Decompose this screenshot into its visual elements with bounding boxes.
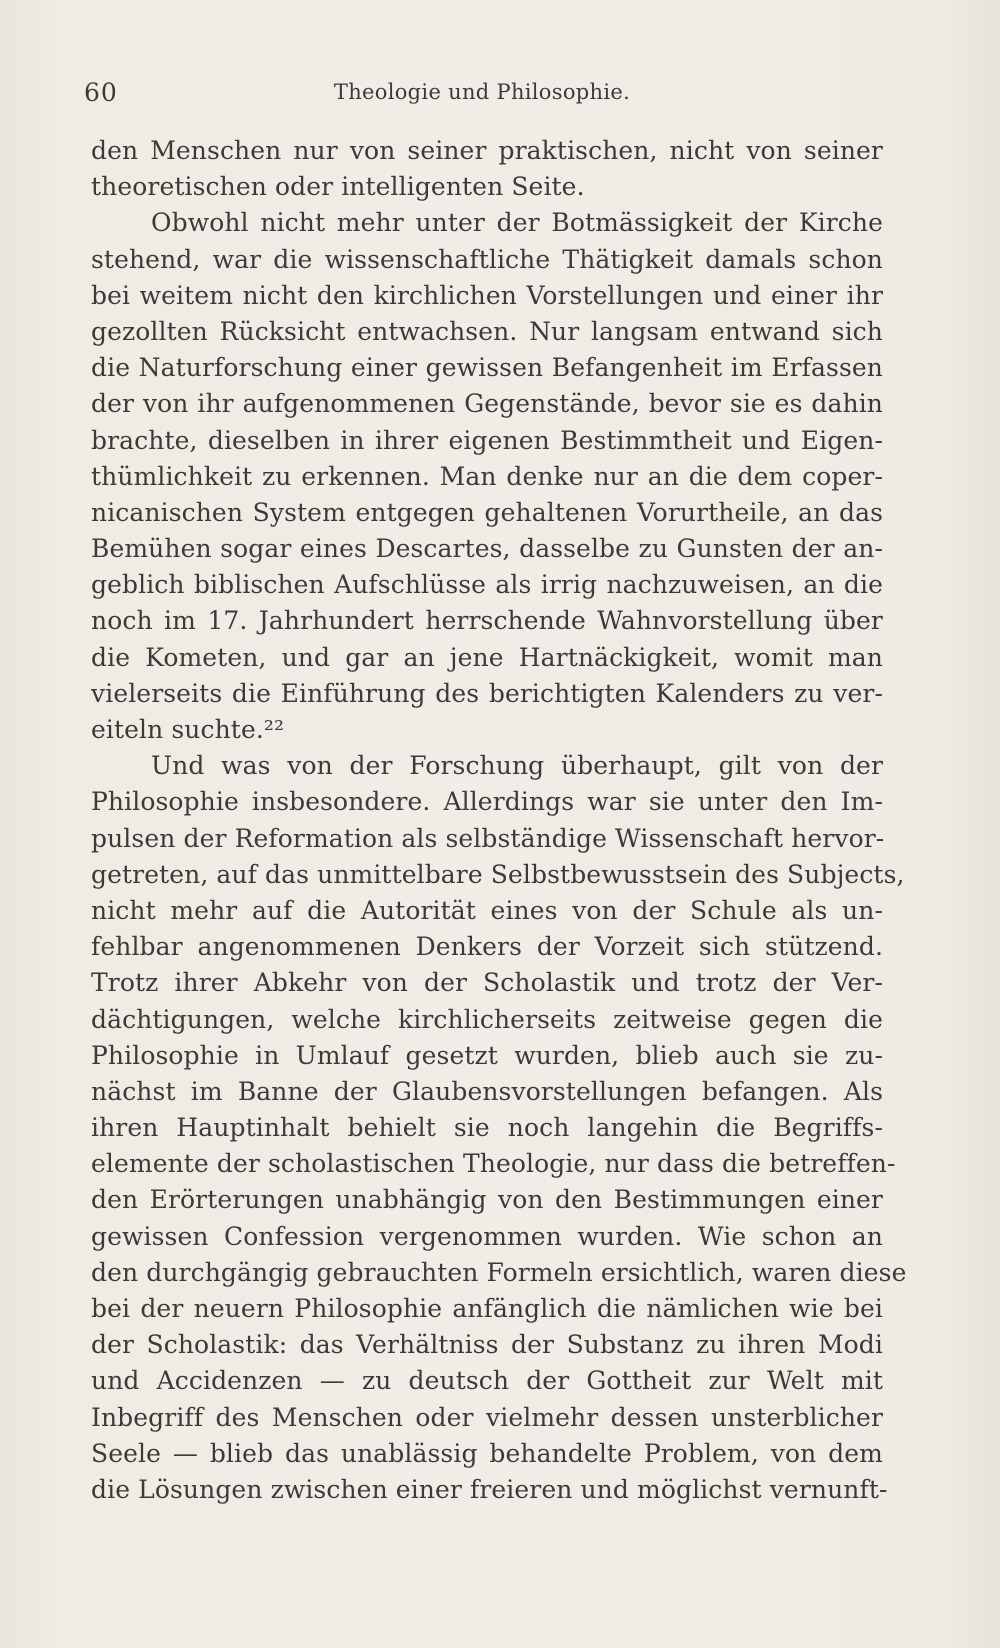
text-line: fehlbar angenommenen Denkers der Vorzeit sich stützend.: [91, 932, 883, 962]
text-line: Seele — blieb das unablässig behandelte Problem, von dem: [91, 1438, 883, 1468]
text-line: eiteln suchte.²²: [91, 715, 285, 744]
text-line: theoretischen oder intelligenten Seite.: [91, 172, 585, 202]
text-line: Obwohl nicht mehr unter der Botmässigkeit der Kirche: [151, 208, 883, 238]
text-line: Und was von der Forschung überhaupt, gilt von der: [151, 751, 883, 781]
text-line: den durchgängig gebrauchten Formeln ersichtlich, waren diese: [91, 1257, 907, 1287]
text-line: vielerseits die Einführung des berichtigten Kalenders zu ver-: [91, 678, 883, 708]
text-line: bei weitem nicht den kirchlichen Vorstellungen und einer ihr: [91, 280, 883, 310]
text-line: nicht mehr auf die Autorität eines von der Schule als un-: [91, 895, 883, 925]
text-line: Bemühen sogar eines Descartes, dasselbe zu Gunsten der an-: [91, 534, 883, 564]
text-line: thümlichkeit zu erkennen. Man denke nur an die dem coper-: [91, 461, 883, 491]
text-line: den Erörterungen unabhängig von den Bestimmungen einer: [91, 1185, 883, 1215]
text-line: brachte, dieselben in ihrer eigenen Bestimmtheit und Eigen-: [91, 425, 883, 455]
text-line: getreten, auf das unmittelbare Selbstbewusstsein des Subjects,: [91, 859, 905, 889]
text-line: der Scholastik: das Verhältniss der Substanz zu ihren Modi: [91, 1330, 883, 1360]
text-line: die Lösungen zwischen einer freieren und möglichst vernunft-: [91, 1474, 888, 1504]
text-line: bei der neuern Philosophie anfänglich die nämlichen wie bei: [91, 1294, 883, 1323]
text-line: gezollten Rücksicht entwachsen. Nur langsam entwand sich: [91, 316, 883, 346]
text-line: pulsen der Reformation als selbständige Wissenschaft hervor-: [91, 823, 885, 853]
text-line: dächtigungen, welche kirchlicherseits zeitweise gegen die: [91, 1004, 883, 1034]
text-line: Trotz ihrer Abkehr von der Scholastik und trotz der Ver-: [91, 968, 883, 998]
text-line: nicanischen System entgegen gehaltenen Vorurtheile, an das: [91, 497, 883, 527]
text-line: stehend, war die wissenschaftliche Thätigkeit damals schon: [91, 244, 883, 274]
text-line: Philosophie insbesondere. Allerdings war sie unter den Im-: [91, 787, 883, 817]
text-line: die Naturforschung einer gewissen Befangenheit im Erfassen: [91, 353, 883, 383]
page-header: [84, 78, 880, 118]
page-number: 60: [84, 78, 118, 107]
text-line: die Kometen, und gar an jene Hartnäckigkeit, womit man: [91, 642, 883, 672]
text-line: elemente der scholastischen Theologie, nur dass die betreffen-: [91, 1149, 896, 1179]
text-line: und Accidenzen — zu deutsch der Gottheit zur Welt mit: [91, 1366, 883, 1396]
text-line: Inbegriff des Menschen oder vielmehr dessen unsterblicher: [91, 1402, 883, 1432]
running-head: Theologie und Philosophie.: [333, 80, 631, 104]
text-line: ihren Hauptinhalt behielt sie noch langehin die Begriffs-: [91, 1113, 883, 1143]
text-line: gewissen Confession vergenommen wurden. Wie schon an: [91, 1221, 883, 1251]
text-line: Philosophie in Umlauf gesetzt wurden, blieb auch sie zu-: [91, 1040, 883, 1070]
body-text: [91, 133, 907, 1508]
text-line: noch im 17. Jahrhundert herrschende Wahnvorstellung über: [91, 606, 883, 636]
text-line: geblich biblischen Aufschlüsse als irrig nachzuweisen, an die: [91, 570, 883, 600]
text-line: den Menschen nur von seiner praktischen, nicht von seiner: [91, 136, 883, 165]
text-line: nächst im Banne der Glaubensvorstellungen befangen. Als: [91, 1076, 883, 1106]
text-line: der von ihr aufgenommenen Gegenstände, bevor sie es dahin: [91, 389, 883, 419]
